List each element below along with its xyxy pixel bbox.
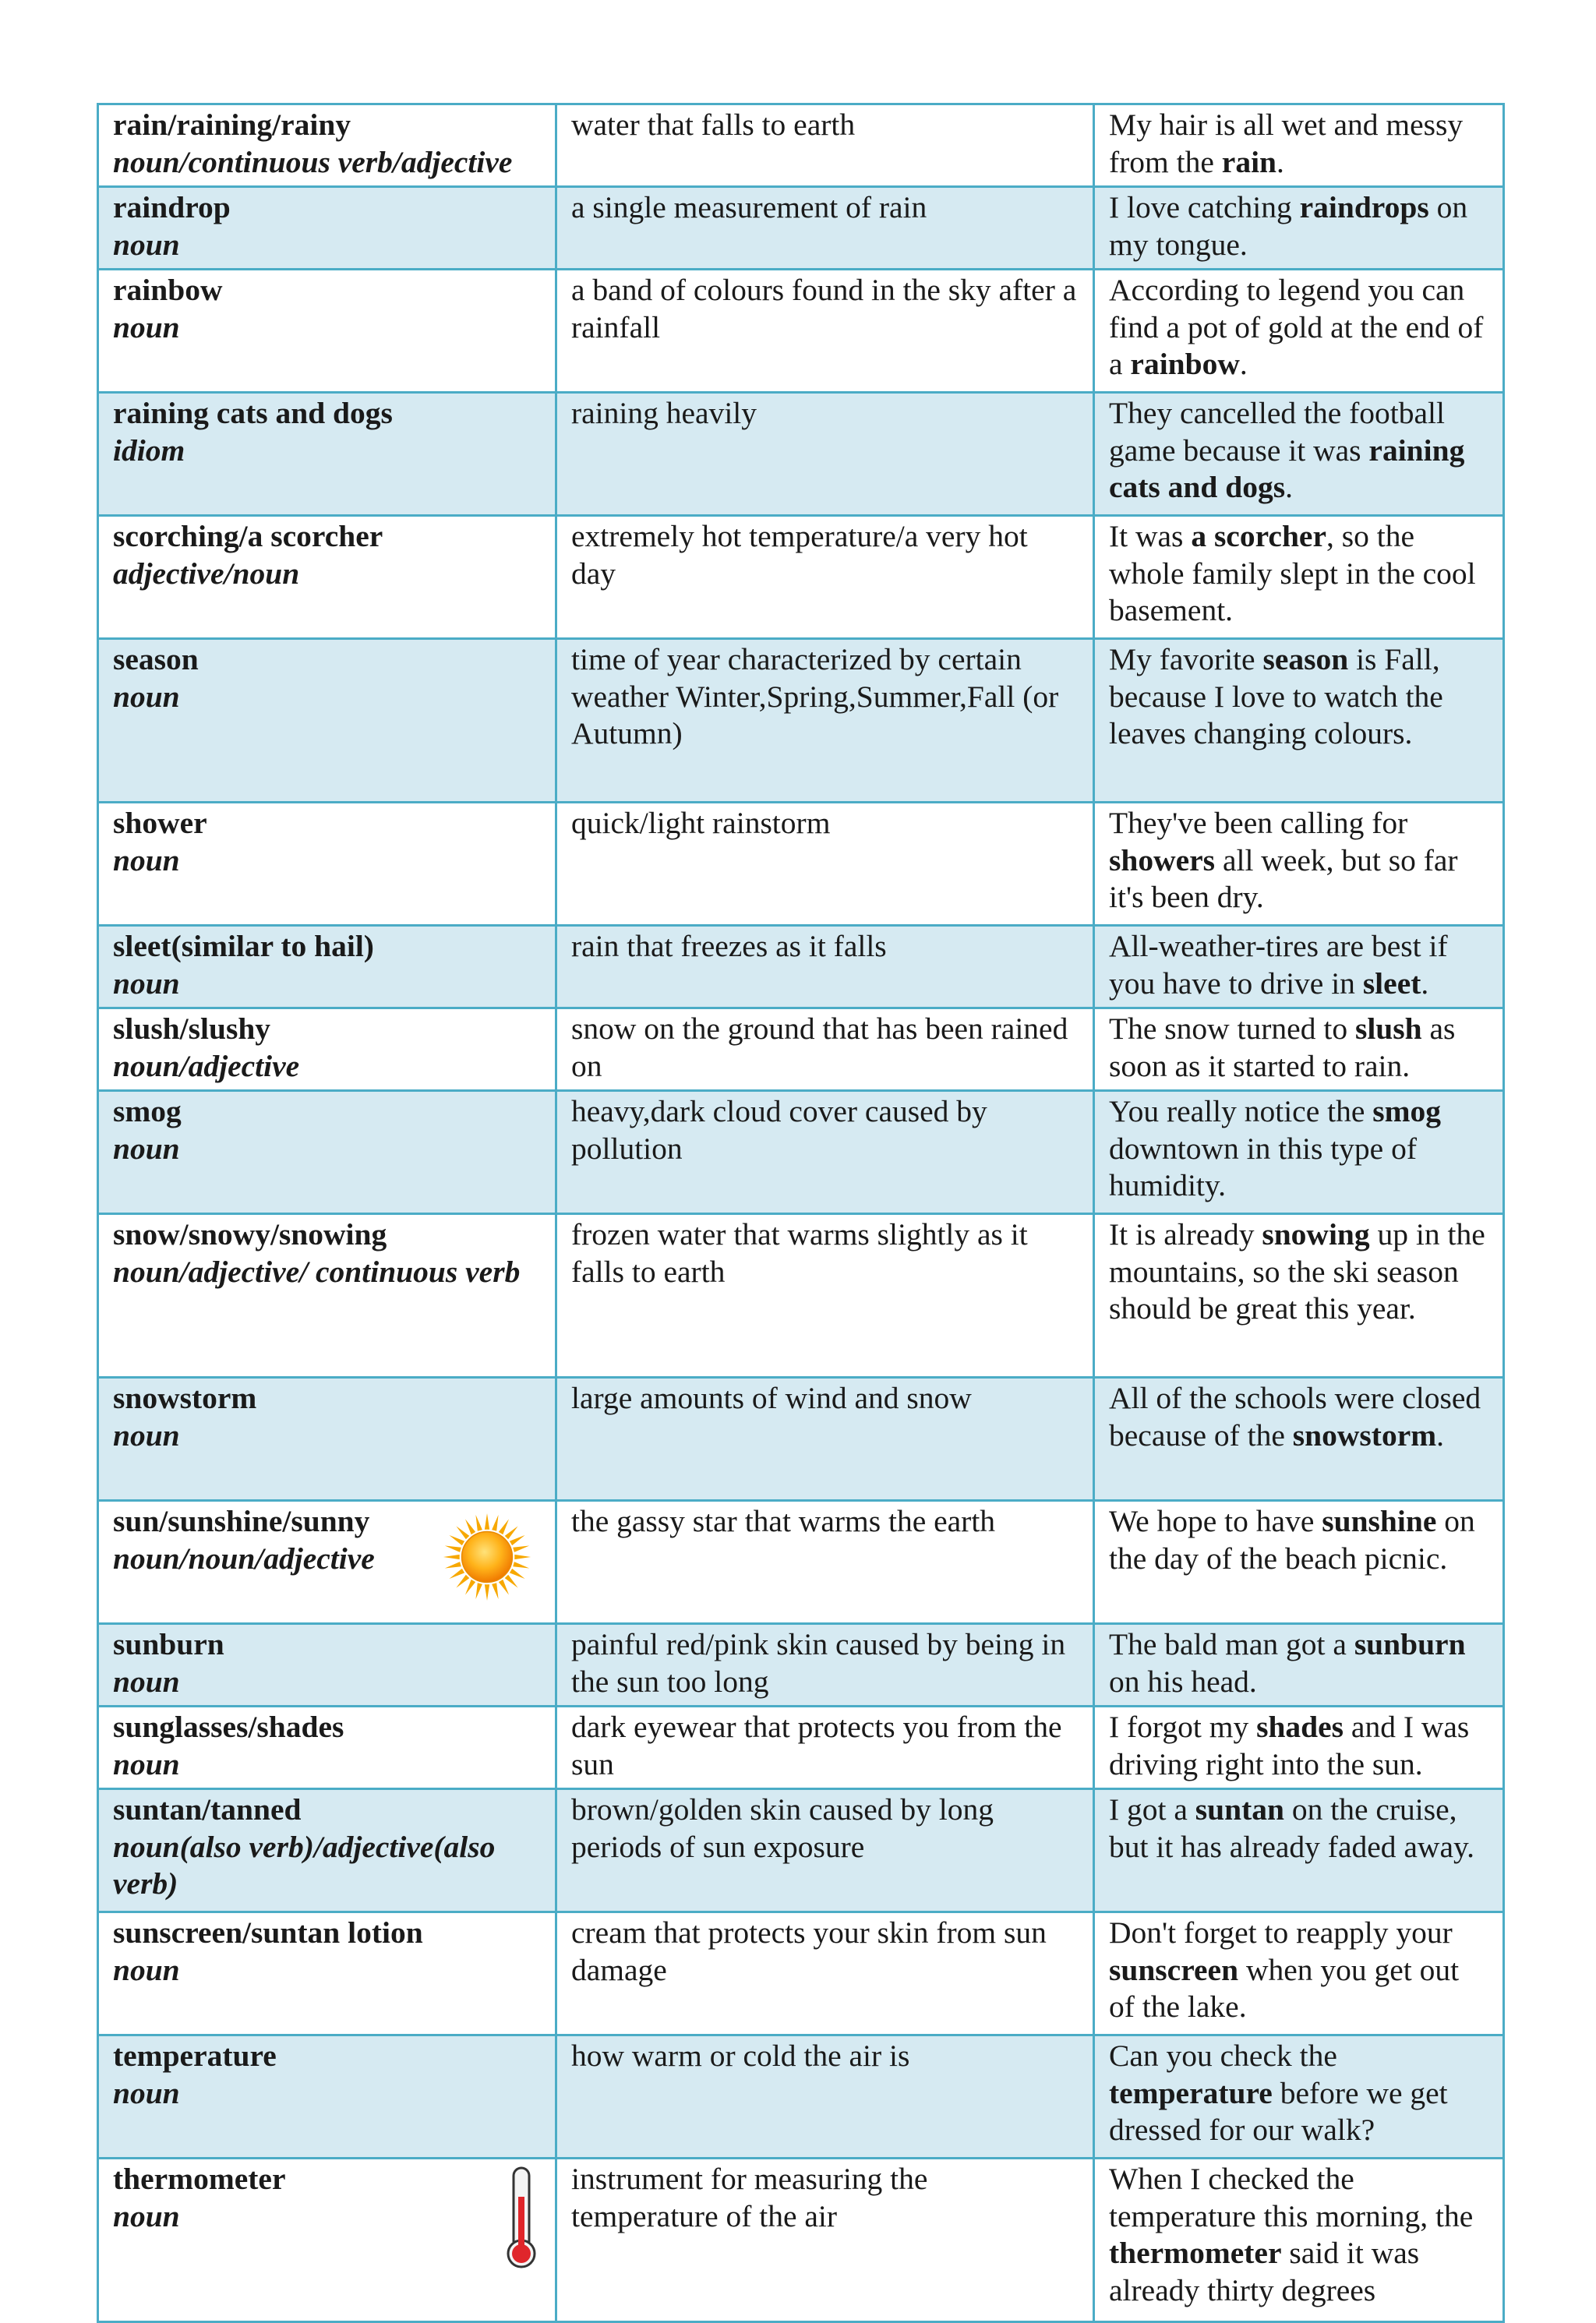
example-text: You really notice the bbox=[1109, 1094, 1373, 1128]
part-of-speech: noun bbox=[113, 2198, 180, 2233]
example-highlight: snowstorm bbox=[1292, 1417, 1437, 1453]
part-of-speech: noun(also verb)/adjective(also verb) bbox=[113, 1829, 496, 1901]
word-cell bbox=[98, 516, 556, 639]
sun-ray bbox=[465, 1519, 475, 1534]
example-text: All of the schools were closed because of the bbox=[1109, 1381, 1481, 1453]
example-text: and I was driving right into the sun. bbox=[1109, 1710, 1470, 1781]
sun-ray bbox=[510, 1569, 525, 1579]
table-row bbox=[98, 803, 1504, 926]
example-highlight: shades bbox=[1256, 1710, 1344, 1744]
example-highlight: sunburn bbox=[1354, 1627, 1466, 1661]
example-cell bbox=[1094, 1378, 1504, 1501]
example-text: . bbox=[1276, 144, 1284, 179]
vocab-term: sunscreen/suntan lotion bbox=[113, 1915, 423, 1950]
table-row bbox=[98, 270, 1504, 393]
vocab-term: sun/sunshine/sunny bbox=[113, 1504, 370, 1538]
definition-cell: frozen water that warms slightly as it falls to earth bbox=[556, 1214, 1094, 1378]
definition-cell: instrument for measuring the temperature of the air bbox=[556, 2159, 1094, 2322]
definition-cell: painful red/pink skin caused by being in the sun too long bbox=[556, 1624, 1094, 1707]
vocab-term: suntan/tanned bbox=[113, 1792, 302, 1827]
example-cell bbox=[1094, 803, 1504, 926]
sun-ray bbox=[505, 1575, 518, 1588]
example-highlight: thermometer bbox=[1109, 2236, 1282, 2270]
definition-cell: the gassy star that warms the earth bbox=[556, 1501, 1094, 1624]
example-highlight: sleet bbox=[1362, 966, 1421, 1001]
example-highlight: sunscreen bbox=[1109, 1952, 1239, 1987]
word-cell bbox=[98, 187, 556, 270]
example-cell bbox=[1094, 1624, 1504, 1707]
definition-cell: brown/golden skin caused by long periods of sun exposure bbox=[556, 1789, 1094, 1912]
definition-cell: raining heavily bbox=[556, 393, 1094, 516]
example-cell bbox=[1094, 926, 1504, 1008]
definition-cell: how warm or cold the air is bbox=[556, 2035, 1094, 2159]
word-cell bbox=[98, 1214, 556, 1378]
vocab-term: snow/snowy/snowing bbox=[113, 1217, 387, 1252]
sun-ray bbox=[456, 1575, 469, 1588]
example-text: as soon as it started to rain. bbox=[1109, 1011, 1456, 1083]
sun-ray bbox=[475, 1583, 482, 1599]
sun-ray bbox=[510, 1535, 525, 1545]
example-text: I forgot my bbox=[1109, 1710, 1257, 1744]
example-text: My favorite bbox=[1109, 642, 1263, 676]
example-highlight: suntan bbox=[1195, 1792, 1284, 1827]
example-cell bbox=[1094, 1008, 1504, 1091]
example-cell bbox=[1094, 1501, 1504, 1624]
part-of-speech: noun bbox=[113, 227, 180, 262]
example-text: on his head. bbox=[1109, 1664, 1257, 1699]
part-of-speech: noun bbox=[113, 1131, 180, 1166]
word-cell bbox=[98, 1707, 556, 1789]
vocab-term: scorching/a scorcher bbox=[113, 519, 383, 553]
table-row bbox=[98, 926, 1504, 1008]
word-cell bbox=[98, 1912, 556, 2035]
sun-ray bbox=[499, 1580, 509, 1595]
vocab-term: raining cats and dogs bbox=[113, 396, 393, 430]
definition-cell: a single measurement of rain bbox=[556, 187, 1094, 270]
example-text: The bald man got a bbox=[1109, 1627, 1354, 1661]
example-text: The snow turned to bbox=[1109, 1011, 1355, 1046]
example-text: . bbox=[1436, 1417, 1444, 1453]
example-text: I love catching bbox=[1109, 190, 1300, 224]
example-cell bbox=[1094, 104, 1504, 187]
part-of-speech: noun bbox=[113, 1664, 180, 1699]
definition-cell: time of year characterized by certain weather Winter,Spring,Summer,Fall (or Autumn) bbox=[556, 639, 1094, 803]
example-text: is Fall, because I love to watch the leaves changing colours. bbox=[1109, 642, 1443, 750]
part-of-speech: noun bbox=[113, 1417, 180, 1453]
sun-ray bbox=[475, 1515, 482, 1531]
part-of-speech: noun/adjective/ continuous verb bbox=[113, 1254, 521, 1289]
example-highlight: slush bbox=[1354, 1011, 1422, 1046]
example-text: It is already bbox=[1109, 1217, 1262, 1252]
sun-ray bbox=[492, 1515, 498, 1531]
vocabulary-table bbox=[97, 103, 1505, 2323]
vocab-term: rainbow bbox=[113, 273, 223, 307]
vocab-term: rain/raining/rainy bbox=[113, 108, 351, 142]
example-cell bbox=[1094, 2159, 1504, 2322]
example-text: It was bbox=[1109, 519, 1192, 553]
table-row bbox=[98, 516, 1504, 639]
example-highlight: raindrops bbox=[1299, 190, 1429, 224]
word-cell bbox=[98, 926, 556, 1008]
example-cell bbox=[1094, 1091, 1504, 1214]
example-text: downtown in this type of humidity. bbox=[1109, 1131, 1417, 1202]
definition-cell: heavy,dark cloud cover caused by pollution bbox=[556, 1091, 1094, 1214]
example-text: . bbox=[1285, 470, 1293, 504]
definition-cell: large amounts of wind and snow bbox=[556, 1378, 1094, 1501]
thermometer-icon bbox=[502, 2166, 541, 2270]
example-highlight: smog bbox=[1372, 1094, 1442, 1128]
sun-ray bbox=[445, 1562, 461, 1568]
vocab-term: season bbox=[113, 642, 199, 676]
vocab-term: sunglasses/shades bbox=[113, 1710, 344, 1744]
example-cell bbox=[1094, 1214, 1504, 1378]
example-text: My hair is all wet and messy from the bbox=[1109, 108, 1464, 179]
example-text: Don't forget to reapply your bbox=[1109, 1915, 1453, 1950]
word-cell bbox=[98, 1091, 556, 1214]
definition-cell: snow on the ground that has been rained on bbox=[556, 1008, 1094, 1091]
part-of-speech: noun bbox=[113, 842, 180, 877]
sun-ray bbox=[465, 1580, 475, 1595]
table-row bbox=[98, 2035, 1504, 2159]
sun-icon bbox=[441, 1511, 533, 1603]
word-cell bbox=[98, 1789, 556, 1912]
sun-ray bbox=[449, 1569, 464, 1579]
table-row bbox=[98, 639, 1504, 803]
definition-cell: quick/light rainstorm bbox=[556, 803, 1094, 926]
vocab-term: raindrop bbox=[113, 190, 231, 224]
vocab-term: sleet(similar to hail) bbox=[113, 929, 374, 963]
sun-ray bbox=[513, 1562, 529, 1568]
example-highlight: rainbow bbox=[1130, 347, 1240, 381]
example-text: According to legend you can find a pot of gold at the end of a bbox=[1109, 273, 1484, 381]
part-of-speech: idiom bbox=[113, 432, 185, 468]
example-highlight: rain bbox=[1221, 144, 1277, 179]
vocab-term: smog bbox=[113, 1094, 182, 1128]
example-cell bbox=[1094, 2035, 1504, 2159]
example-text: on my tongue. bbox=[1109, 190, 1468, 262]
definition-cell: cream that protects your skin from sun damage bbox=[556, 1912, 1094, 2035]
example-text: before we get dressed for our walk? bbox=[1109, 2075, 1448, 2147]
word-cell bbox=[98, 1501, 556, 1624]
part-of-speech: noun bbox=[113, 679, 180, 714]
part-of-speech: noun bbox=[113, 1952, 180, 1987]
example-cell bbox=[1094, 1789, 1504, 1912]
example-highlight: snowing bbox=[1262, 1217, 1370, 1252]
example-text: up in the mountains, so the ski season should be great this year. bbox=[1109, 1217, 1485, 1326]
part-of-speech: noun/adjective bbox=[113, 1048, 300, 1083]
table-row bbox=[98, 1378, 1504, 1501]
vocab-term: slush/slushy bbox=[113, 1011, 271, 1046]
example-text: They've been calling for bbox=[1109, 806, 1408, 840]
word-cell bbox=[98, 393, 556, 516]
part-of-speech: noun bbox=[113, 2075, 180, 2110]
word-cell bbox=[98, 104, 556, 187]
example-text: on the cruise, but it has already faded away. bbox=[1109, 1792, 1475, 1864]
vocab-term: snowstorm bbox=[113, 1381, 257, 1415]
definition-cell: water that falls to earth bbox=[556, 104, 1094, 187]
part-of-speech: noun bbox=[113, 1746, 180, 1781]
vocabulary-table-body bbox=[98, 104, 1504, 2322]
example-cell bbox=[1094, 270, 1504, 393]
table-row bbox=[98, 187, 1504, 270]
part-of-speech: adjective/noun bbox=[113, 556, 300, 591]
table-row bbox=[98, 1501, 1504, 1624]
example-highlight: raining cats and dogs bbox=[1109, 432, 1465, 504]
table-row bbox=[98, 1789, 1504, 1912]
sun-ray bbox=[445, 1545, 461, 1552]
example-cell bbox=[1094, 639, 1504, 803]
table-row bbox=[98, 1912, 1504, 2035]
part-of-speech: noun/continuous verb/adjective bbox=[113, 144, 513, 179]
example-cell bbox=[1094, 187, 1504, 270]
definition-cell: extremely hot temperature/a very hot day bbox=[556, 516, 1094, 639]
word-cell bbox=[98, 803, 556, 926]
example-cell bbox=[1094, 516, 1504, 639]
example-text: I got a bbox=[1109, 1792, 1195, 1827]
sun-ray bbox=[505, 1526, 518, 1539]
part-of-speech: noun bbox=[113, 309, 180, 344]
vocab-term: thermometer bbox=[113, 2162, 286, 2196]
example-cell bbox=[1094, 393, 1504, 516]
example-text: Can you check the bbox=[1109, 2039, 1337, 2073]
table-row bbox=[98, 1214, 1504, 1378]
example-text: all week, but so far it's been dry. bbox=[1109, 842, 1458, 914]
sun-ray bbox=[492, 1583, 498, 1599]
part-of-speech: noun bbox=[113, 966, 180, 1001]
vocab-term: shower bbox=[113, 806, 207, 840]
table-row bbox=[98, 1091, 1504, 1214]
sun-ray bbox=[513, 1545, 529, 1552]
sun-ray bbox=[443, 1555, 460, 1559]
example-highlight: showers bbox=[1109, 842, 1216, 877]
definition-cell: rain that freezes as it falls bbox=[556, 926, 1094, 1008]
table-row bbox=[98, 1008, 1504, 1091]
example-text: We hope to have bbox=[1109, 1504, 1322, 1538]
sun-ray bbox=[485, 1584, 489, 1601]
table-row bbox=[98, 1624, 1504, 1707]
table-row bbox=[98, 104, 1504, 187]
sun-ray bbox=[456, 1526, 469, 1539]
example-text: said it was already thirty degrees bbox=[1109, 2236, 1420, 2307]
example-highlight: sunshine bbox=[1322, 1504, 1437, 1538]
sun-ray bbox=[449, 1535, 464, 1545]
word-cell bbox=[98, 270, 556, 393]
sun-ray bbox=[499, 1519, 509, 1534]
example-highlight: season bbox=[1262, 642, 1349, 676]
example-text: They cancelled the football game because it was bbox=[1109, 396, 1446, 468]
word-cell bbox=[98, 1624, 556, 1707]
sun-ray bbox=[514, 1555, 531, 1559]
definition-cell: a band of colours found in the sky after a rainfall bbox=[556, 270, 1094, 393]
word-cell bbox=[98, 1378, 556, 1501]
example-text: . bbox=[1239, 347, 1248, 381]
table-row bbox=[98, 393, 1504, 516]
example-text: When I checked the temperature this morning, the bbox=[1109, 2162, 1474, 2233]
table-row bbox=[98, 1707, 1504, 1789]
word-cell bbox=[98, 1008, 556, 1091]
example-text: All-weather-tires are best if you have to drive in bbox=[1109, 929, 1448, 1001]
vocab-term: temperature bbox=[113, 2039, 277, 2073]
sun-ray bbox=[485, 1513, 489, 1530]
example-cell bbox=[1094, 1912, 1504, 2035]
word-cell bbox=[98, 2035, 556, 2159]
definition-cell: dark eyewear that protects you from the sun bbox=[556, 1707, 1094, 1789]
word-cell bbox=[98, 2159, 556, 2322]
word-cell bbox=[98, 639, 556, 803]
vocab-term: sunburn bbox=[113, 1627, 224, 1661]
part-of-speech: noun/noun/adjective bbox=[113, 1541, 375, 1576]
example-highlight: a scorcher bbox=[1191, 519, 1326, 553]
example-text: . bbox=[1421, 966, 1429, 1001]
example-cell bbox=[1094, 1707, 1504, 1789]
example-text: on the day of the beach picnic. bbox=[1109, 1504, 1475, 1576]
table-row bbox=[98, 2159, 1504, 2322]
example-highlight: temperature bbox=[1109, 2075, 1273, 2110]
example-text: , so the whole family slept in the cool basement. bbox=[1109, 519, 1476, 627]
example-text: when you get out of the lake. bbox=[1109, 1952, 1460, 2024]
